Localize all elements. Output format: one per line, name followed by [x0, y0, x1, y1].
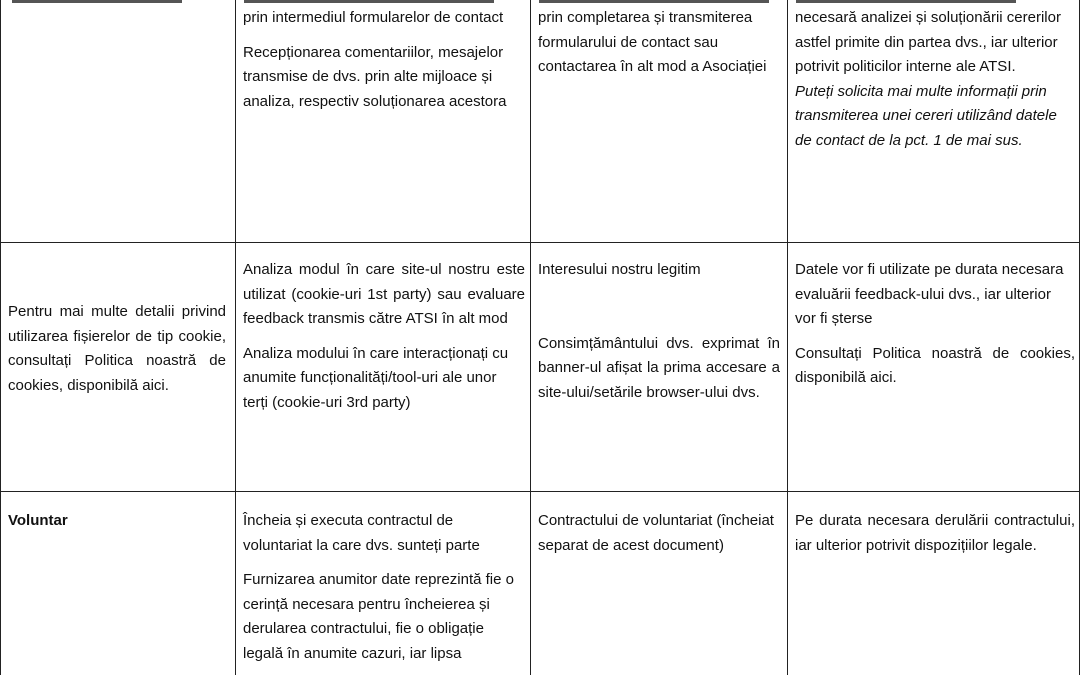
row2-purpose	[8, 300, 226, 398]
column-divider	[235, 0, 236, 675]
row3-legal-basis-1: Contractului de voluntariat (încheiat separat de acest document)	[538, 512, 774, 554]
row-divider	[0, 242, 1080, 243]
row2-legal-basis	[538, 258, 780, 405]
row1-retention	[795, 6, 1075, 153]
row1-activities	[243, 6, 525, 114]
row1-activity-1: prin intermediul formularelor de contact	[243, 9, 504, 26]
row3-legal-basis	[538, 509, 780, 558]
column-divider	[530, 0, 531, 675]
row2-retention-2: Consultați Politica noastră de cookies, disponibilă aici.	[795, 344, 1075, 386]
row2-legal-basis-2: Consimțământului dvs. exprimat în banner-ul afișat la prima accesare a site-ului/setările browser-ului dvs.	[538, 334, 780, 401]
row2-activity-1: Analiza modul în care site-ul nostru este utilizat (cookie-uri 1st party) sau evaluare feedback transmis către ATSI în alt mod	[243, 261, 525, 327]
row3-activities	[243, 509, 525, 666]
clipped-text-fragment	[796, 0, 1016, 3]
row1-legal-basis	[538, 6, 780, 80]
row3-retention	[795, 509, 1075, 558]
row2-retention-1: Datele vor fi utilizate pe durata necesara evaluării feedback-ului dvs., iar ulterior vor fi șterse	[795, 261, 1064, 327]
row3-activity-1: Încheia și executa contractul de voluntariat la care dvs. sunteți parte	[243, 512, 480, 554]
row2-legal-basis-1: Interesului nostru legitim	[538, 261, 701, 278]
row2-purpose-text: Pentru mai multe detalii privind utilizarea fișierelor de tip cookie, consultați Politica noastră de cookies, disponibilă aici.	[8, 303, 226, 394]
row1-activity-2: Recepționarea comentariilor, mesajelor transmise de dvs. prin alte mijloace și analiza, respectiv soluționarea acestora	[243, 43, 507, 110]
row-divider	[0, 491, 1080, 492]
row1-retention-1: necesară analizei și soluționării cererilor astfel primite din partea dvs., iar ulterior potrivit politicilor interne ale ATSI.	[795, 9, 1061, 75]
row3-purpose-title: Voluntar	[8, 512, 68, 529]
row2-activities	[243, 258, 525, 415]
row3-activity-2: Furnizarea anumitor date reprezintă fie o cerință necesara pentru încheierea și derularea contractului, fie o obligație legală în anumite cazuri, iar lipsa	[243, 571, 514, 662]
row1-legal-basis-1: prin completarea și transmiterea formularului de contact sau contactarea în alt mod a Asociației	[538, 9, 767, 75]
row2-retention	[795, 258, 1075, 391]
clipped-text-fragment	[12, 0, 182, 3]
column-divider	[0, 0, 1, 675]
row3-purpose	[8, 509, 226, 534]
clipped-text-fragment	[244, 0, 494, 3]
row2-activity-2: Analiza modului în care interacționați cu anumite funcționalități/tool-uri ale unor terți (cookie-uri 3rd party)	[243, 344, 509, 411]
row3-retention-1: Pe durata necesara derulării contractului, iar ulterior potrivit dispozițiilor legale.	[795, 512, 1075, 554]
column-divider	[787, 0, 788, 675]
clipped-text-fragment	[539, 0, 769, 3]
row1-retention-note: Puteți solicita mai multe informații prin transmiterea unei cereri utilizând datele de contact de la pct. 1 de mai sus.	[795, 82, 1057, 149]
